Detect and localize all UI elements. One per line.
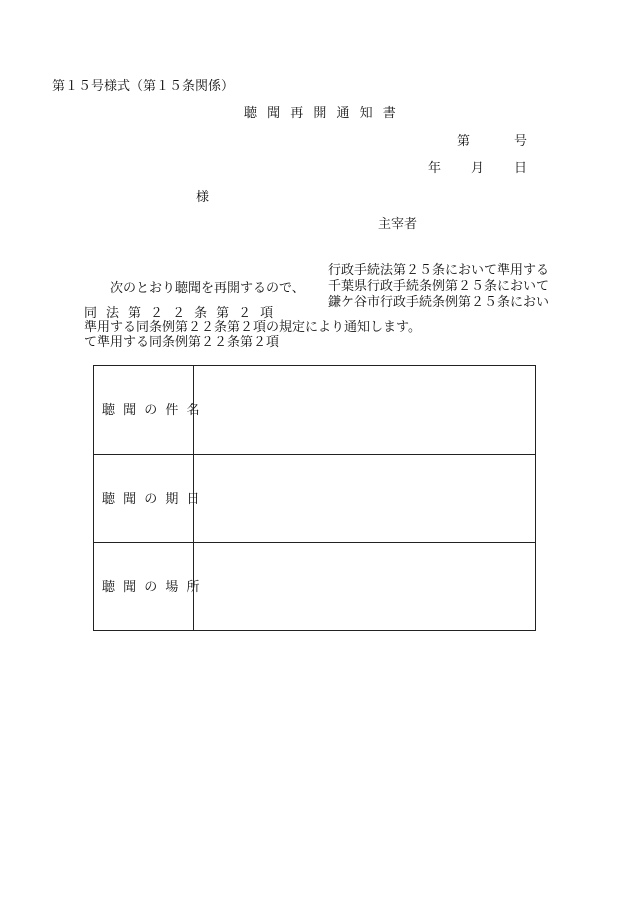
table-row [94,366,535,454]
document-title: 聴 聞 再 開 通 知 書 [244,106,399,121]
document-number-go: 号 [514,134,528,149]
notice-body-line-alt: て準用する同条例第２２条第２項 [84,335,280,350]
document-number-dai: 第 [457,134,471,149]
legal-basis-option-3: 鎌ケ谷市行政手続条例第２５条におい [328,295,550,310]
legal-basis-option-2: 千葉県行政手続条例第２５条において [328,279,550,294]
date-year-label: 年 [428,161,442,176]
row-label-cell [94,366,202,454]
statute-char: 第 [128,306,142,321]
notice-lead-text: 次のとおり聴聞を再開するので、 [110,281,305,296]
row-label-cell [94,543,202,630]
hearing-date-value [194,455,535,542]
statute-reference-row [84,307,282,320]
organizer-label: 主宰者 [378,217,418,232]
date-day-label: 日 [514,161,528,176]
statute-char: ２ [172,306,186,321]
addressee-suffix: 様 [196,190,210,205]
statute-char: 第 [216,306,230,321]
statute-char: ２ [238,306,252,321]
legal-basis-option-1: 行政手続法第２５条において準用する [328,263,550,278]
statute-char: 法 [106,306,120,321]
hearing-details-table [93,365,536,631]
statute-char: 同 [84,306,98,321]
date-month-label: 月 [471,161,485,176]
notice-body-line: 準用する同条例第２２条第２項の規定により通知します。 [84,320,421,335]
hearing-subject-label: 聴 聞 の 件 名 [102,403,202,418]
statute-char: 項 [260,306,274,321]
hearing-place-label: 聴 聞 の 場 所 [102,580,202,595]
table-row [94,454,535,542]
statute-char: 条 [194,306,208,321]
row-label-cell [94,455,202,542]
table-row [94,542,535,630]
hearing-date-label: 聴 聞 の 期 日 [102,492,202,507]
form-number: 第１５号様式（第１５条関係） [52,79,235,94]
hearing-place-value [194,543,535,630]
statute-char: ２ [150,306,164,321]
hearing-subject-value [194,366,535,454]
